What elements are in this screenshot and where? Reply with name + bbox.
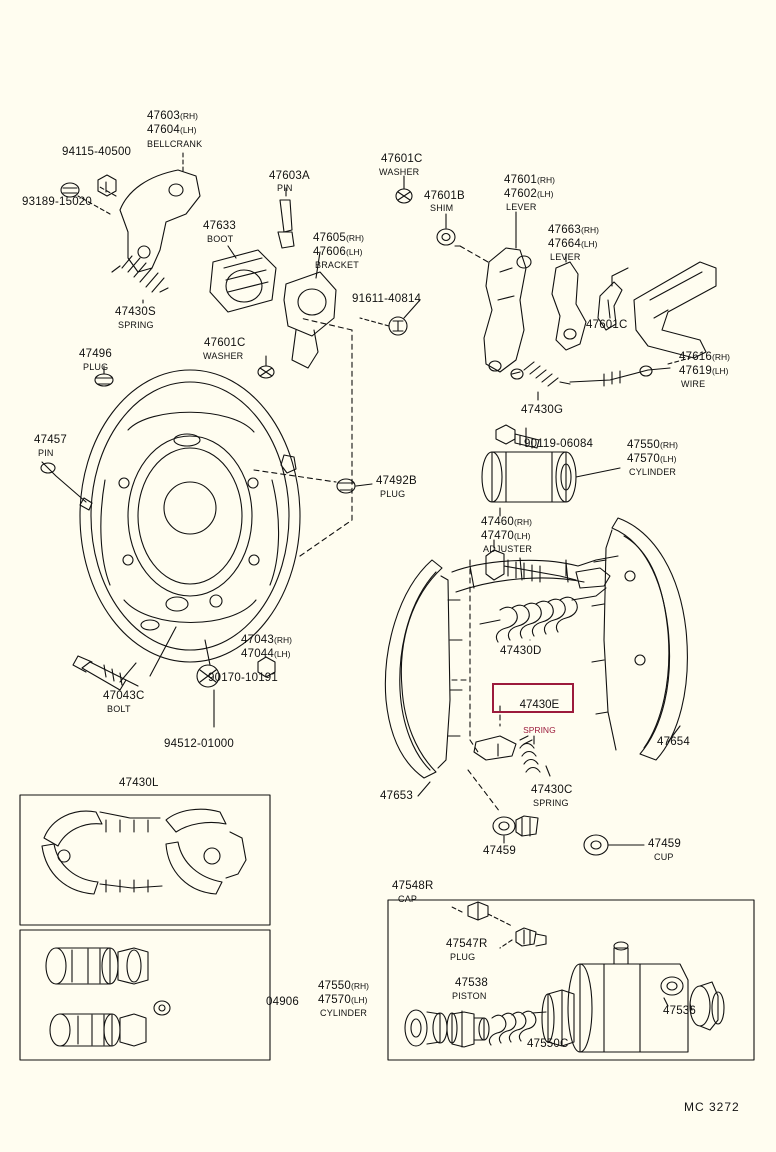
- label-47460: 47460(RH): [481, 516, 532, 528]
- label-47459-a: 47459: [483, 845, 516, 857]
- label-bracket: BRACKET: [315, 260, 359, 270]
- label-cylinder-2: CYLINDER: [320, 1008, 368, 1018]
- label-90119-06084: 90119-06084: [524, 438, 594, 450]
- label-cup-47459: CUP: [654, 852, 674, 862]
- label-47616: 47616(RH): [679, 351, 730, 363]
- label-47550c: 47550C: [527, 1038, 569, 1050]
- label-94115-40500: 94115-40500: [62, 146, 132, 158]
- label-shim: SHIM: [430, 203, 454, 213]
- label-adjuster: ADJUSTER: [483, 544, 533, 554]
- label-47601c-mid: 47601C: [586, 319, 628, 331]
- label-47538: 47538: [455, 977, 488, 989]
- label-47633: 47633: [203, 220, 236, 232]
- label-47602: 47602(LH): [504, 188, 554, 200]
- label-boot: BOOT: [207, 234, 234, 244]
- label-spring-47430c: SPRING: [533, 798, 569, 808]
- label-93189-15020: 93189-15020: [22, 196, 92, 208]
- label-47496: 47496: [79, 348, 112, 360]
- label-47459-b: 47459: [648, 838, 681, 850]
- label-47430g: 47430G: [521, 404, 564, 416]
- label-pin-47457: PIN: [38, 448, 54, 458]
- label-47604: 47604(LH): [147, 124, 197, 136]
- label-washer: WASHER: [379, 167, 420, 177]
- label-47550-2: 47550(RH): [318, 980, 369, 992]
- label-47470: 47470(LH): [481, 530, 531, 542]
- label-47653: 47653: [380, 790, 413, 802]
- label-94512-01000: 94512-01000: [164, 738, 234, 750]
- label-47601c-low: 47601C: [204, 337, 246, 349]
- label-47605: 47605(RH): [313, 232, 364, 244]
- label-47430l: 47430L: [119, 777, 159, 789]
- label-plug-47547r: PLUG: [450, 952, 476, 962]
- label-47601b: 47601B: [424, 190, 465, 202]
- label-spring-47430s: SPRING: [118, 320, 154, 330]
- label-47492b: 47492B: [376, 475, 417, 487]
- label-47547r: 47547R: [446, 938, 488, 950]
- label-47606: 47606(LH): [313, 246, 363, 258]
- label-plug-47496: PLUG: [83, 362, 109, 372]
- label-cap-47548r: CAP: [398, 894, 418, 904]
- label-47654: 47654: [657, 736, 690, 748]
- label-47043: 47043(RH): [241, 634, 292, 646]
- label-lever-1: LEVER: [506, 202, 537, 212]
- label-bellcrank: BELLCRANK: [147, 139, 203, 149]
- label-47601c-washer: 47601C: [381, 153, 423, 165]
- label-pin: PIN: [277, 183, 293, 193]
- label-piston: PISTON: [452, 991, 487, 1001]
- label-47603: 47603(RH): [147, 110, 198, 122]
- label-wire: WIRE: [681, 379, 706, 389]
- label-47043c: 47043C: [103, 690, 145, 702]
- label-90170-10191: 90170-10191: [208, 672, 278, 684]
- label-47430d: 47430D: [500, 645, 542, 657]
- label-47548r: 47548R: [392, 880, 434, 892]
- label-47457: 47457: [34, 434, 67, 446]
- label-47570-2: 47570(LH): [318, 994, 368, 1006]
- label-91611-40814: 91611-40814: [352, 293, 422, 305]
- sheet-code: MC 3272: [684, 1100, 740, 1114]
- label-47430s: 47430S: [115, 306, 156, 318]
- label-47536: 47536: [663, 1005, 696, 1017]
- label-04906: 04906: [266, 996, 299, 1008]
- label-lever-2: LEVER: [550, 252, 581, 262]
- label-47570: 47570(LH): [627, 453, 677, 465]
- label-bolt: BOLT: [107, 704, 131, 714]
- label-47619: 47619(LH): [679, 365, 729, 377]
- label-cylinder-1: CYLINDER: [629, 467, 677, 477]
- label-47664: 47664(LH): [548, 238, 598, 250]
- label-47044: 47044(LH): [241, 648, 291, 660]
- label-47430c: 47430C: [531, 784, 573, 796]
- label-47601: 47601(RH): [504, 174, 555, 186]
- label-47430e: 47430E SPRING: [519, 698, 560, 735]
- label-plug-47492b: PLUG: [380, 489, 406, 499]
- label-47603a: 47603A: [269, 170, 310, 182]
- label-washer-low: WASHER: [203, 351, 244, 361]
- label-47663: 47663(RH): [548, 224, 599, 236]
- label-47550: 47550(RH): [627, 439, 678, 451]
